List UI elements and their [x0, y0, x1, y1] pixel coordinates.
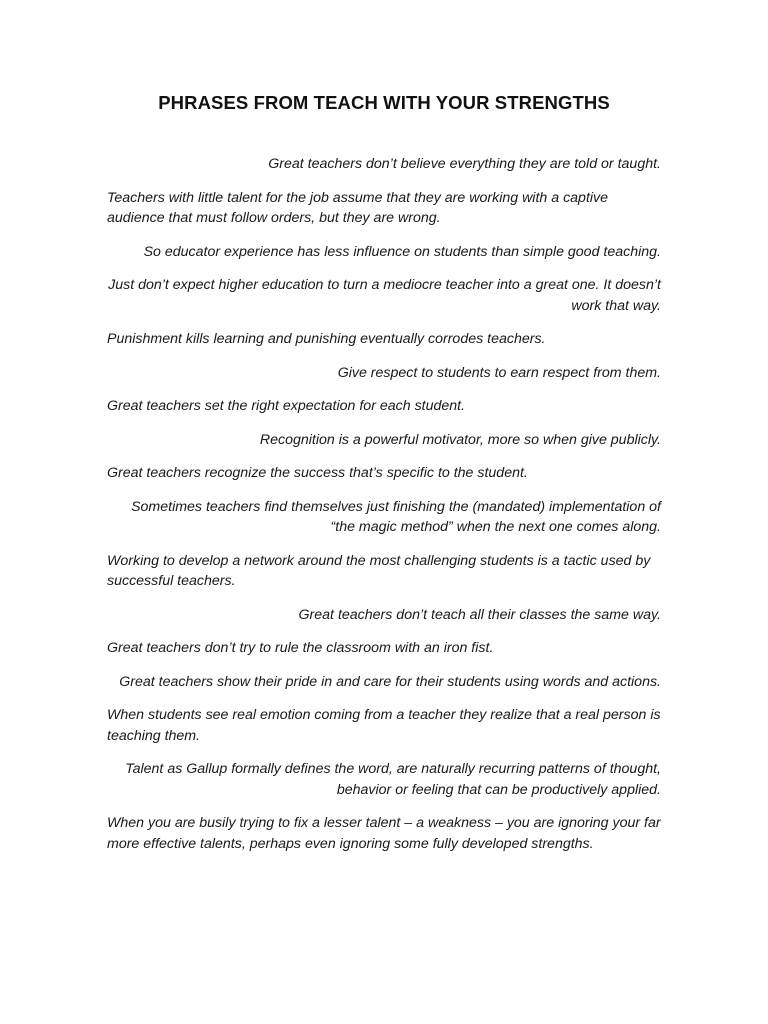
quote-item: When you are busily trying to fix a lesser talent – a weakness – you are ignoring your far more effective talents, perhaps even ignoring some fully developed strengths. — [107, 815, 661, 852]
quote-list — [107, 154, 661, 867]
quote-item: Great teachers don’t try to rule the classroom with an iron fist. — [107, 640, 494, 656]
quote-item: Give respect to students to earn respect from them. — [337, 364, 661, 381]
quote-item: Great teachers set the right expectation for each student. — [107, 398, 466, 414]
quote-item: So educator experience has less influence on students than simple good teaching. — [143, 243, 661, 260]
quote-item: Working to develop a network around the most challenging students is a tactic used by successful teachers. — [107, 552, 651, 589]
quote-item: Just don’t expect higher education to turn a mediocre teacher into a great one. It doesn’t work that way. — [108, 277, 661, 314]
quote-item: Great teachers recognize the success that’s specific to the student. — [107, 465, 528, 481]
document-title: PHRASES FROM TEACH WITH YOUR STRENGTHS — [158, 92, 610, 113]
quote-item: Great teachers show their pride in and care for their students using words and actions. — [119, 673, 661, 690]
quote-item: Punishment kills learning and punishing eventually corrodes teachers. — [107, 331, 546, 347]
quote-item: When students see real emotion coming from a teacher they realize that a real person is teaching them. — [107, 707, 661, 744]
quote-item: Great teachers don’t teach all their classes the same way. — [298, 606, 661, 623]
quote-item: Recognition is a powerful motivator, more so when give publicly. — [259, 431, 661, 448]
quote-item: Great teachers don’t believe everything they are told or taught. — [268, 156, 661, 172]
quote-item: Teachers with little talent for the job assume that they are working with a captive audience that must follow orders, but they are wrong. — [107, 189, 609, 226]
quote-item: Sometimes teachers find themselves just finishing the (mandated) implementation of “the magic method” when the next one comes along. — [131, 498, 661, 535]
quote-item: Talent as Gallup formally defines the word, are naturally recurring patterns of thought, behavior or feeling that can be productively applied. — [125, 761, 661, 798]
